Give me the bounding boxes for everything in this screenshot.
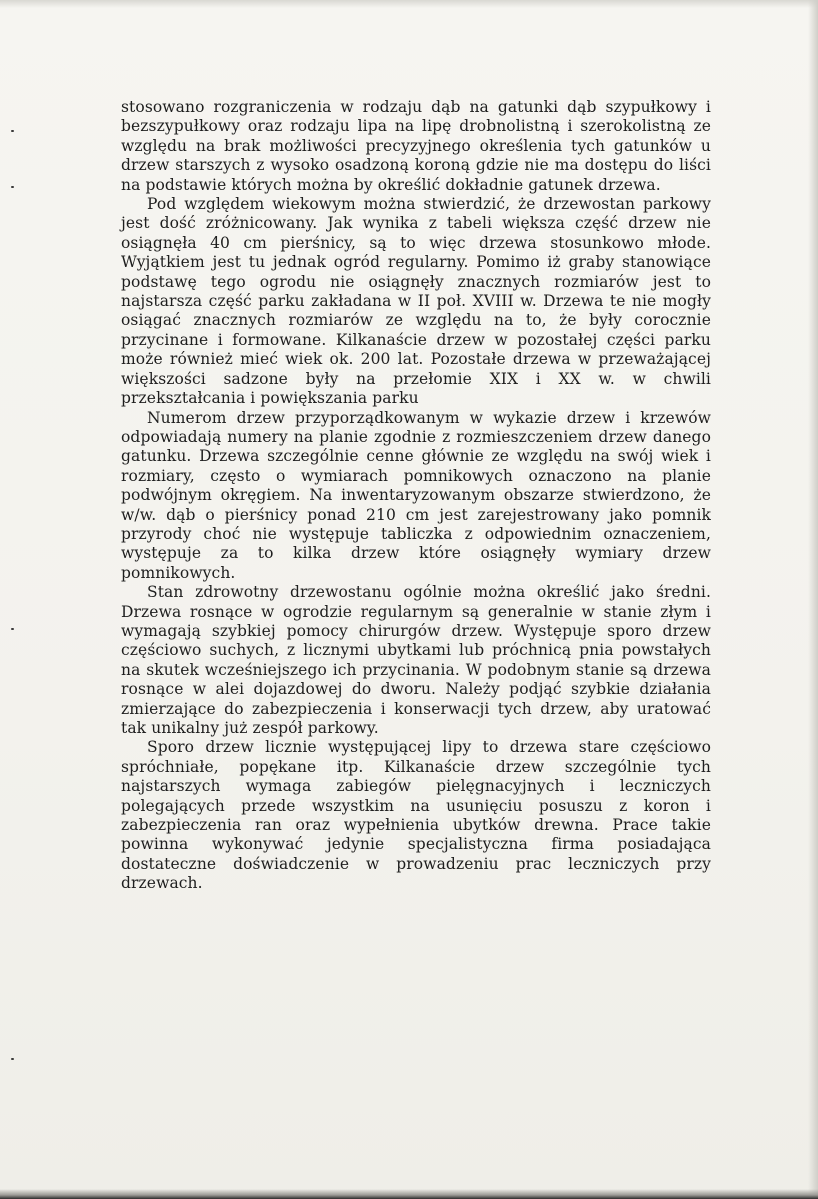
- margin-mark: [11, 1058, 14, 1060]
- page-right-edge-shadow: [808, 0, 818, 1199]
- paragraph-health-condition: Stan zdrowotny drzewostanu ogólnie można określić jako średni. Drzewa rosnące w ogrodzie regularnym są generalnie w stanie złym i wymagają szybkiej pomocy chirurgów drzew. Występuje sporo drzew częściowo suchych, z licznymi ubytkami lub próchnicą pnia powstałych na skutek wcześniejszego ich przycinania. W podobnym stanie są drzewa rosnące w alei dojazdowej do dworu. Należy podjąć szybkie działania zmierzające do zabezpieczenia i konserwacji tych drzew, aby uratować tak unikalny już zespół parkowy.: [121, 583, 711, 737]
- paragraph-linden-care: Sporo drzew licznie występującej lipy to drzewa stare częściowo spróchniałe, popękane itp. Kilkanaście drzew szczególnie tych najstarszych wymaga zabiegów pielęgnacyjnych i leczniczych polegających przede wszystkim na usunięciu posuszu z koron i zabezpieczenia ran oraz wypełnienia ubytków drewna. Prace takie powinna wykonywać jedynie specjalistyczna firma posiadająca dostateczne doświadczenie w prowadzeniu prac leczniczych przy drzewach.: [121, 738, 711, 893]
- paragraph-species-distinction: stosowano rozgraniczenia w rodzaju dąb na gatunki dąb szypułkowy i bezszypułkowy oraz rodzaju lipa na lipę drobnolistną i szerokolistną ze względu na brak możliwości precyzyjnego określenia tych gatunków u drzew starszych z wysoko osadzoną koroną gdzie nie ma dostępu do liści na podstawie których można by określić dokładnie gatunek drzewa.: [121, 98, 711, 194]
- margin-mark: [11, 628, 14, 630]
- paragraph-tree-numbering: Numerom drzew przyporządkowanym w wykazie drzew i krzewów odpowiadają numery na planie zgodnie z rozmieszczeniem drzew danego gatunku. Drzewa szczególnie cenne głównie ze względu na swój wiek i rozmiary, często o wymiarach pomnikowych oznaczono na planie podwójnym okręgiem. Na inwentaryzowanym obszarze stwierdzono, że w/w. dąb o pierśnicy ponad 210 cm jest zarejestrowany jako pomnik przyrody choć nie występuje tabliczka z odpowiednim oznaczeniem, występuje za to kilka drzew które osiągnęły wymiary drzew pomnikowych.: [121, 408, 711, 582]
- paragraph-tree-age: Pod względem wiekowym można stwierdzić, że drzewostan parkowy jest dość zróżnicowany. Jak wynika z tabeli większa część drzew nie osiągnęła 40 cm pierśnicy, są to więc drzewa stosunkowo młode. Wyjątkiem jest tu jednak ogród regularny. Pomimo iż graby stanowiące podstawę tego ogrodu nie osiągnęły znacznych rozmiarów jest to najstarsza część parku zakładana w II poł. XVIII w. Drzewa te nie mogły osiągać znacznych rozmiarów ze względu na to, że były corocznie przycinane i formowane. Kilkanaście drzew w pozostałej części parku może również mieć wiek ok. 200 lat. Pozostałe drzewa w przeważającej większości sadzone były na przełomie XIX i XX w. w chwili przekształcania i powiększania parku: [121, 195, 711, 408]
- margin-mark: [11, 186, 14, 188]
- page-bottom-edge-shadow: [0, 1189, 818, 1199]
- margin-mark: [11, 130, 14, 132]
- page-top-edge-shadow: [0, 0, 818, 8]
- body-text: [121, 98, 711, 894]
